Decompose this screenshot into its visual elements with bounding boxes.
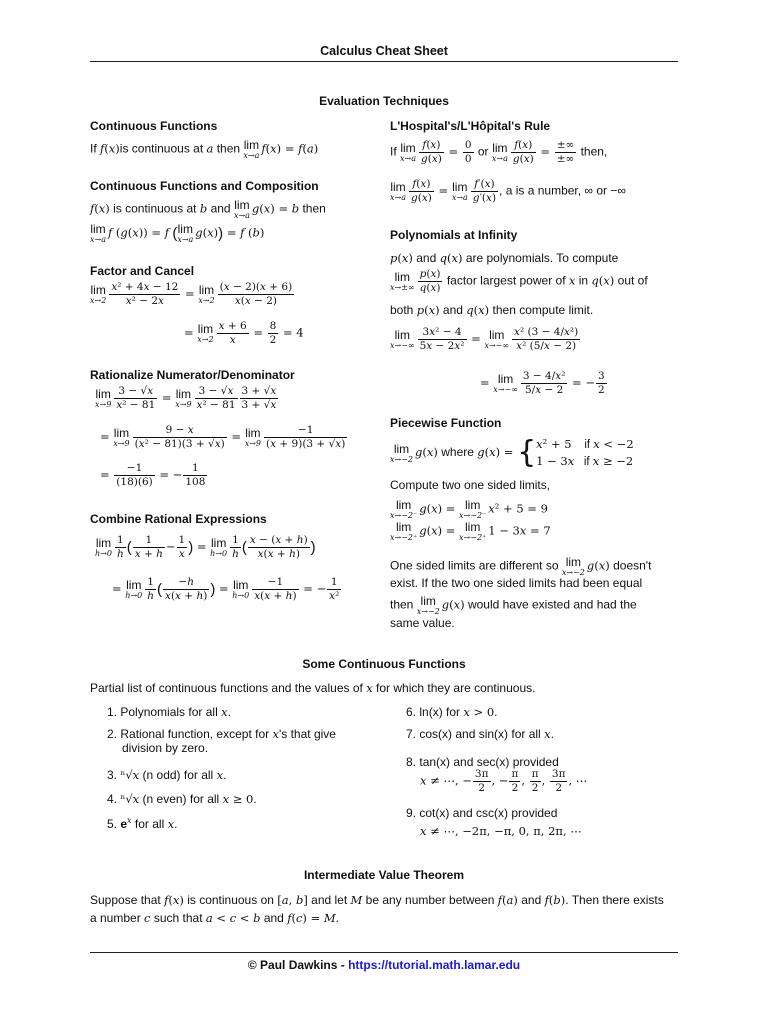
footer [0, 958, 768, 972]
heading-piecewise: Piecewise Function [390, 416, 502, 430]
heading-factor-cancel: Factor and Cancel [90, 264, 195, 278]
infinity-line-1: p(x) and q(x) are polynomials. To compute [390, 251, 619, 265]
list-item-cos-sin: 7. cos(x) and sin(x) for all x. [406, 727, 554, 741]
list-item-ln: 6. ln(x) for x > 0. [406, 705, 498, 719]
factor-cancel-eq-1: lim x→2 $\frac{\text{x² + 4x − 12}}{\text{x² − 2x}}$ = lim x→2 $\frac{(x - 2)(x + 6)}{x(x - 2)}$ [90, 281, 293, 307]
header-rule [90, 61, 678, 62]
heading-continuous-functions: Continuous Functions [90, 119, 218, 133]
heading-infinity: Polynomials at Infinity [390, 228, 518, 242]
section-evaluation-techniques: Evaluation Techniques [319, 94, 449, 108]
heading-composition: Continuous Functions and Composition [90, 179, 319, 193]
ivt-line-1: Suppose that f(x) is continuous on [a, b] and let M be any number between f(a) and f(b). Then there exists [90, 893, 664, 907]
continuous-intro: Partial list of continuous functions and the values of x for which they are continuous. [90, 681, 536, 695]
factor-cancel-eq-2: = lim x→2 $\frac{x + 6}{x}$ = $\frac{8}{2}$ = 4 [184, 320, 304, 346]
composition-statement-1: f(x) is continuous at b and lim x→a g(x) = b then [90, 198, 326, 220]
piecewise-compute: Compute two one sided limits, [390, 478, 551, 492]
list-item-exponential: 5. $e^x$ for all x. [107, 816, 178, 831]
tan-sec-condition: x ≠ ⋯, − $\frac{3\pi}{2}$ , − $\frac{\pi}{2}$ , $\frac{\pi}{2}$ , $\frac{3\pi}{2}$ , ⋯ [420, 768, 588, 794]
piecewise-right-limit: lim x→−2⁺ g(x) = lim x→−2⁺ 1 − 3x = 7 [390, 520, 551, 542]
cot-csc-condition: x ≠ ⋯, −2π, −π, 0, π, 2π, ⋯ [420, 824, 582, 838]
rationalize-eq-3: = $\frac{-1}{(18)(6)}$ = − $\frac{1}{108}$ [100, 462, 206, 488]
footer-url-link[interactable]: https://tutorial.math.lamar.edu [348, 958, 521, 972]
section-continuous-functions: Some Continuous Functions [302, 657, 466, 671]
heading-combine: Combine Rational Expressions [90, 512, 267, 526]
section-ivt: Intermediate Value Theorem [303, 868, 465, 882]
continuous-functions-statement: If f(x)is continuous at a then lim x→a f(x) = f(a) [90, 138, 319, 160]
combine-eq-2: = lim h→0 $\frac{1}{h}$ ( $\frac{-h}{x(x + h)}$ ) = lim h→0 $\frac{-1}{x(x + h)}$ = − $\frac{1}{\text{x²}}$ [112, 576, 340, 602]
piecewise-para-1: One sided limits are different so lim x→−2 g(x) doesn't [390, 555, 652, 577]
piecewise-left-limit: lim x→−2⁻ g(x) = lim x→−2⁻ x² + 5 = 9 [390, 498, 548, 520]
composition-statement-2: lim x→a f (g(x)) = f ( lim x→a g(x)) = f (b) [90, 222, 265, 244]
combine-eq-1: lim h→0 $\frac{1}{h}$ ( $\frac{1}{x + h}$ − $\frac{1}{x}$ ) = lim h→0 $\frac{1}{h}$ ( $\frac{x - (x + h)}{x(x + h)}$ ) [95, 534, 316, 560]
rationalize-eq-1: lim x→9 $\frac{3 - √x}{\text{x² − 81}}$ = lim x→9 $\frac{3 - √x}{\text{x² − 81}}$ $\frac{3 + √x}{3 + √x}$ [95, 385, 277, 411]
infinity-line-2: lim x→±∞ $\frac{p(x)}{q(x)}$ factor largest power of x in q(x) out of [390, 268, 648, 294]
piecewise-definition: lim x→−2 g(x) where g(x) = {x² + 5 if x < −2 1 − 3x if x ≥ −2 [390, 435, 634, 470]
list-item-cot-csc: 9. cot(x) and csc(x) provided [406, 806, 558, 820]
infinity-eq-1: lim x→−∞ $\frac{\text{3x² − 4}}{\text{5x − 2x²}}$ = lim x→−∞ $\frac{\text{x² (3 − 4/x²)}}{\text{x² (5/x − 2)}}$ [390, 326, 579, 352]
heading-rationalize: Rationalize Numerator/Denominator [90, 368, 295, 382]
footer-rule [90, 952, 678, 953]
list-item-odd-root: 3. ⁿ√x (n odd) for all x. [107, 768, 227, 782]
lhospital-result: lim x→a $\frac{f(x)}{g(x)}$ = lim x→a $\frac{f'(x)}{g'(x)}$ , a is a number, ∞ or −∞ [390, 178, 626, 204]
piecewise-para-2: exist. If the two one sided limits had been equal [390, 576, 643, 590]
piecewise-para-3: then lim x→−2 g(x) would have existed and had the [390, 594, 637, 616]
infinity-eq-2: = lim x→−∞ $\frac{\text{3 − 4/x²}}{5/x - 2}$ = − $\frac{3}{2}$ [480, 370, 605, 396]
infinity-line-3: both p(x) and q(x) then compute limit. [390, 303, 594, 317]
lhospital-condition: If lim x→a $\frac{f(x)}{g(x)}$ = $\frac{0}{0}$ or lim x→a $\frac{f(x)}{g(x)}$ = $\frac{\pm\infty}{\pm\infty}$ then, [390, 139, 608, 165]
page-title: Calculus Cheat Sheet [320, 44, 448, 58]
list-item-polynomials: 1. Polynomials for all x. [107, 705, 231, 719]
rationalize-eq-2: = lim x→9 $\frac{9 - x}{\text{(x² − 81)(3 + √x)}}$ = lim x→9 $\frac{-1}{(x + 9)(3 + √x)}$ [100, 424, 346, 450]
ivt-line-2: a number c such that a < c < b and f(c) = M. [90, 911, 339, 925]
list-item-tan-sec: 8. tan(x) and sec(x) provided [406, 755, 559, 769]
piecewise-para-4: same value. [390, 616, 455, 630]
list-item-rational: 2. Rational function, except for x's that give division by zero. [107, 727, 336, 755]
heading-lhospital: L'Hospital's/L'Hôpital's Rule [390, 119, 551, 133]
footer-author: © Paul Dawkins - [247, 958, 345, 972]
list-item-even-root: 4. ⁿ√x (n even) for all x ≥ 0. [107, 792, 257, 806]
